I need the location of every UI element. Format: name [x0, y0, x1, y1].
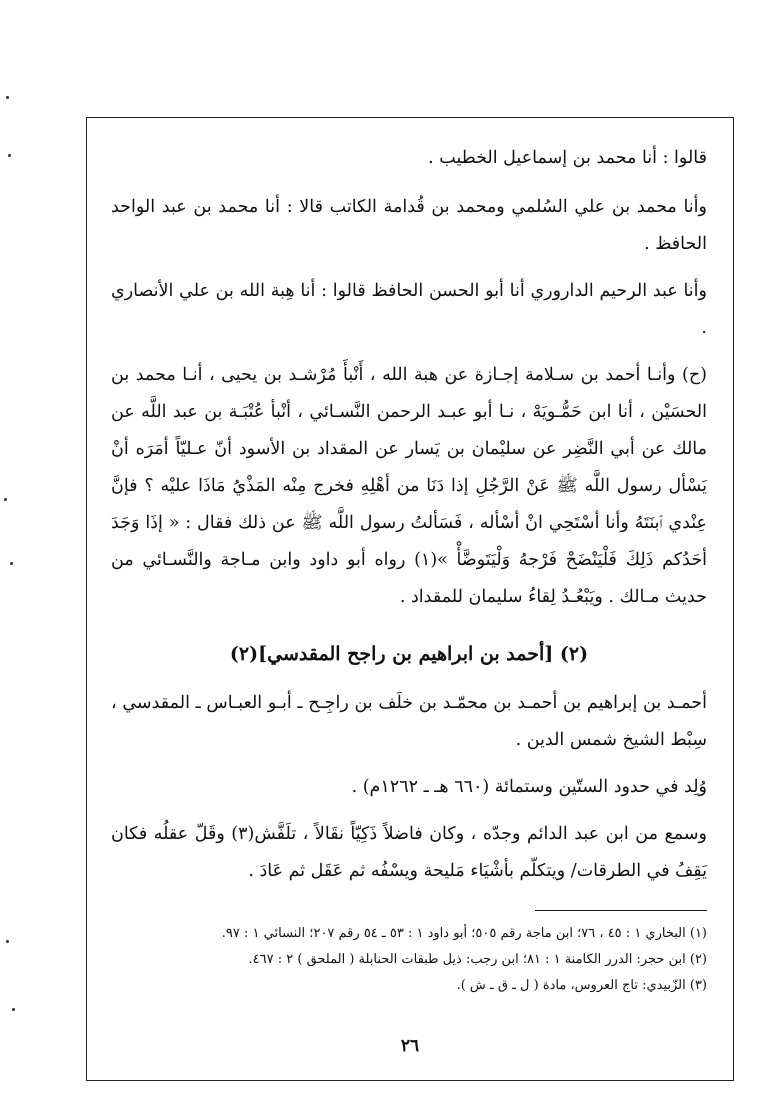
- scan-speck: [6, 96, 9, 99]
- scan-speck: [12, 1008, 15, 1011]
- paragraph: وأنا محمد بن علي السُلمي ومحمد بن قُدامة الكاتب قالا : أنا محمد بن عبد الواحد الحافظ .: [111, 197, 707, 254]
- page-body: [111, 140, 707, 900]
- footnote: (٢) ابن حجر: الدرر الكامنة ١ : ٨١؛ ابن رجب: ذيل طبقات الحنابلة ( الملحق ) ٢ : ٤٦٧.: [248, 952, 707, 967]
- paragraph: وأنا عبد الرحيم الداروري أنا أبو الحسن الحافظ قالوا : أنا هِبة الله بن علي الأنصاري .: [111, 281, 707, 338]
- paragraph: وسمع من ابن عبد الدائم وجدّه ، وكان فاضلاً ذَكِيّاً نقَالاً ، تلَفَّش(٣) وقَلّ عقلُه فكان يَقِفُ في الطرقات/ ويتكلّم بأشْيَاء مَليحة ويسْفُه ثم عَقَل ثم عَادَ .: [111, 824, 707, 881]
- footnotes: [111, 921, 707, 999]
- footnote: (١) البخاري ١ : ٤٥ ، ٧٦؛ ابن ماجة رقم ٥٠٥؛ أبو داود ١ : ٥٣ ـ ٥٤ رقم ٢٠٧؛ النسائي ١ : ٩٧.: [221, 926, 707, 941]
- scan-speck: [6, 940, 9, 943]
- page-number: ٢٦: [400, 1036, 420, 1056]
- scan-speck: [4, 498, 7, 501]
- paragraph: وُلِد في حدود الستّين وستمائة (٦٦٠ هـ ـ ١٢٦٢م) .: [351, 777, 707, 797]
- scan-speck: [8, 154, 11, 157]
- paragraph: (ح) وأنـا أحمد بن سـلامة إجـازة عن هبة الله ، أَنْبأَ مُرْشـد بن يحيى ، أنـا محمد بن الحسَيْن ، أنا ابن حَمُّـويَهْ ، نـا أبو عبـد الرحمن النَّسـائي ، أنْبأ عُتْبَـة بن عبد اللَّه عن مالك عن أبي النَّضِر عن سليْمان بن يَسار عن المقداد بن الأسود أنّ عـليّاً أمَرَه أنْ يَسْأل رسول اللَّه ﷺ عَنْ الرَّجُلِ إذا دَنَا من أهْلِهِ فخرج مِنْه المَذْيُ مَاذَا عليْه ؟ فإنَّ عِنْدي ٱبنَتَهُ وأنا أسْتَحِي انْ أسْأله ، فَسَألتُ رسول اللَّه ﷺ عن ذلك فقال : « إذَا وَجَدَ أحَدُكم ذَلِكَ فَلْيَنْضَحْ فَرْجهُ وَلْيَتَوضَّأْ »(١) رواه أبو داود وابن مـاجة والنَّسـائي من حديث مـالك . ويَبْعُـدُ لِقاءُ سليمان للمقداد .: [111, 365, 707, 607]
- paragraph: أحمـد بن إبراهيم بن أحمـد بن محمّـد بن خلَف بن راجِـح ـ أبـو العبـاس ـ المقدسي ، سِبْط الشيخ شمس الدين .: [111, 693, 707, 750]
- footnote-divider: [535, 910, 707, 911]
- section-heading: (٢) [أحمد بن ابراهيم بن راجح المقدسي](٢): [229, 643, 589, 665]
- page-frame: [86, 117, 734, 1081]
- paragraph: قالوا : أنا محمد بن إسماعيل الخطيب .: [428, 148, 707, 168]
- scan-speck: [10, 562, 13, 565]
- footnote: (٣) الزّبيدي: تاج العروس، مادة ( ل ـ ق ـ ش ).: [456, 978, 707, 993]
